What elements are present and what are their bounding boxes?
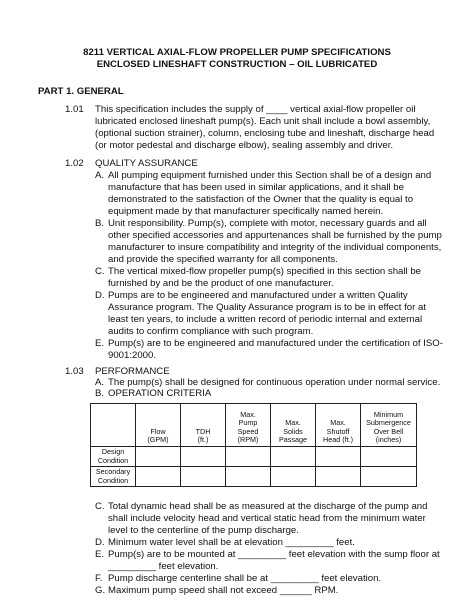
qa-item-letter: B.: [95, 218, 105, 229]
part1-heading: PART 1. GENERAL: [38, 86, 124, 97]
perf-item-letter: B.: [95, 388, 105, 399]
perf-item-letter: A.: [95, 377, 105, 388]
table-cell: [271, 467, 316, 487]
qa-item-line: 9001:2000.: [108, 350, 157, 361]
perf-item-letter: F.: [95, 573, 103, 584]
perf-item-line: Total dynamic head shall be as measured at the discharge of the pump and: [108, 501, 428, 512]
qa-item-line: and provide the specified warranty for all components.: [108, 254, 338, 265]
perf-item-letter: G.: [95, 585, 106, 596]
qa-item-line: The vertical mixed-flow propeller pump(s) specified in this section shall be: [108, 266, 421, 277]
table-header-row: [91, 404, 417, 447]
qa-item-line: manufacturer to insure compatibility and integrity of the individual components,: [108, 242, 442, 253]
table-cell: [361, 447, 417, 467]
perf-item-line: Minimum water level shall be at elevation _________ feet.: [108, 537, 355, 548]
perf-item-line: Maximum pump speed shall not exceed ______ RPM.: [108, 585, 339, 596]
table-header-cell: Minimum Submergence Over Bell (inches): [361, 404, 417, 447]
qa-item-line: demonstrated to the satisfaction of the Owner that the quality is equal to: [108, 194, 414, 205]
section-1-01-line: (or motor pedestal and discharge elbow), sealing assembly and driver.: [95, 140, 394, 151]
qa-item-line: other specified accessories and appurtenances shall be furnished by the pump: [108, 230, 442, 241]
perf-item-line: shall include velocity head and vertical static head from the minimum water: [108, 513, 426, 524]
section-1-01-line: (optional suction strainer), column, enclosing tube and lineshaft, discharge head: [95, 128, 435, 139]
section-1-01-line: This specification includes the supply of ____ vertical axial-flow propeller oil: [95, 104, 416, 115]
table-cell: [226, 467, 271, 487]
qa-item-letter: A.: [95, 170, 105, 181]
table-cell: [361, 467, 417, 487]
table-header-cell: Max. Solids Passage: [271, 404, 316, 447]
table-row: [91, 467, 417, 487]
table-header-cell: Max. Pump Speed (RPM): [226, 404, 271, 447]
qa-item-letter: E.: [95, 338, 105, 349]
perf-item-text: The pump(s) shall be designed for continuous operation under normal service.: [108, 377, 441, 388]
section-1-02-heading: QUALITY ASSURANCE: [95, 158, 198, 169]
perf-item-line: level to the centerline of the pump discharge.: [108, 525, 299, 536]
qa-item-line: least ten years, to include a written record of periodic internal and external: [108, 314, 423, 325]
table-row-label: Design Condition: [91, 447, 136, 467]
qa-item-line: equipment made by that manufacturer specifically named herein.: [108, 206, 384, 217]
table-row-label: Secondary Condition: [91, 467, 136, 487]
perf-item-letter: D.: [95, 537, 105, 548]
perf-item-letter: C.: [95, 501, 105, 512]
section-1-01-line: lubricated enclosed lineshaft pump(s). Each unit shall include a bowl assembly,: [95, 116, 431, 127]
section-1-03-number: 1.03: [65, 366, 84, 377]
section-1-03-heading: PERFORMANCE: [95, 366, 170, 377]
qa-item-letter: C.: [95, 266, 105, 277]
perf-item-text: OPERATION CRITERIA: [108, 388, 212, 399]
section-1-01-number: 1.01: [65, 104, 84, 115]
doc-title-line1: 8211 VERTICAL AXIAL-FLOW PROPELLER PUMP SPECIFICATIONS: [83, 47, 391, 58]
table-cell: [271, 447, 316, 467]
table-header-cell: Max. Shutoff Head (ft.): [316, 404, 361, 447]
table-cell: [136, 447, 181, 467]
table-cell: [316, 447, 361, 467]
table-cell: [316, 467, 361, 487]
table-header-cell: [91, 404, 136, 447]
qa-item-line: Pump(s) are to be engineered and manufactured under the certification of ISO-: [108, 338, 443, 349]
table-cell: [181, 467, 226, 487]
perf-item-line: Pump(s) are to be mounted at _________ feet elevation with the sump floor at: [108, 549, 440, 560]
operation-criteria-table: [90, 403, 417, 487]
table-cell: [181, 447, 226, 467]
table-row: [91, 447, 417, 467]
qa-item-line: Pumps are to be engineered and manufactured under a written Quality: [108, 290, 408, 301]
section-1-02-number: 1.02: [65, 158, 84, 169]
doc-title-line2: ENCLOSED LINESHAFT CONSTRUCTION – OIL LUBRICATED: [96, 59, 378, 70]
qa-item-line: manufacture that has been used in similar applications, and it shall be: [108, 182, 404, 193]
table-cell: [226, 447, 271, 467]
table-cell: [136, 467, 181, 487]
qa-item-line: Assurance program. The Quality Assurance program is to be in effect for at: [108, 302, 426, 313]
qa-item-line: All pumping equipment furnished under this Section shall be of a design and: [108, 170, 432, 181]
perf-item-letter: E.: [95, 549, 105, 560]
qa-item-line: Unit responsibility. Pump(s), complete with motor, necessary guards and all: [108, 218, 427, 229]
qa-item-letter: D.: [95, 290, 105, 301]
qa-item-line: furnished by and be the product of one manufacturer.: [108, 278, 334, 289]
perf-item-line: Pump discharge centerline shall be at _________ feet elevation.: [108, 573, 382, 584]
table-header-cell: TDH (ft.): [181, 404, 226, 447]
perf-item-line: _________ feet elevation.: [108, 561, 219, 572]
qa-item-line: audits to confirm compliance with such program.: [108, 326, 314, 337]
table-header-cell: Flow (GPM): [136, 404, 181, 447]
